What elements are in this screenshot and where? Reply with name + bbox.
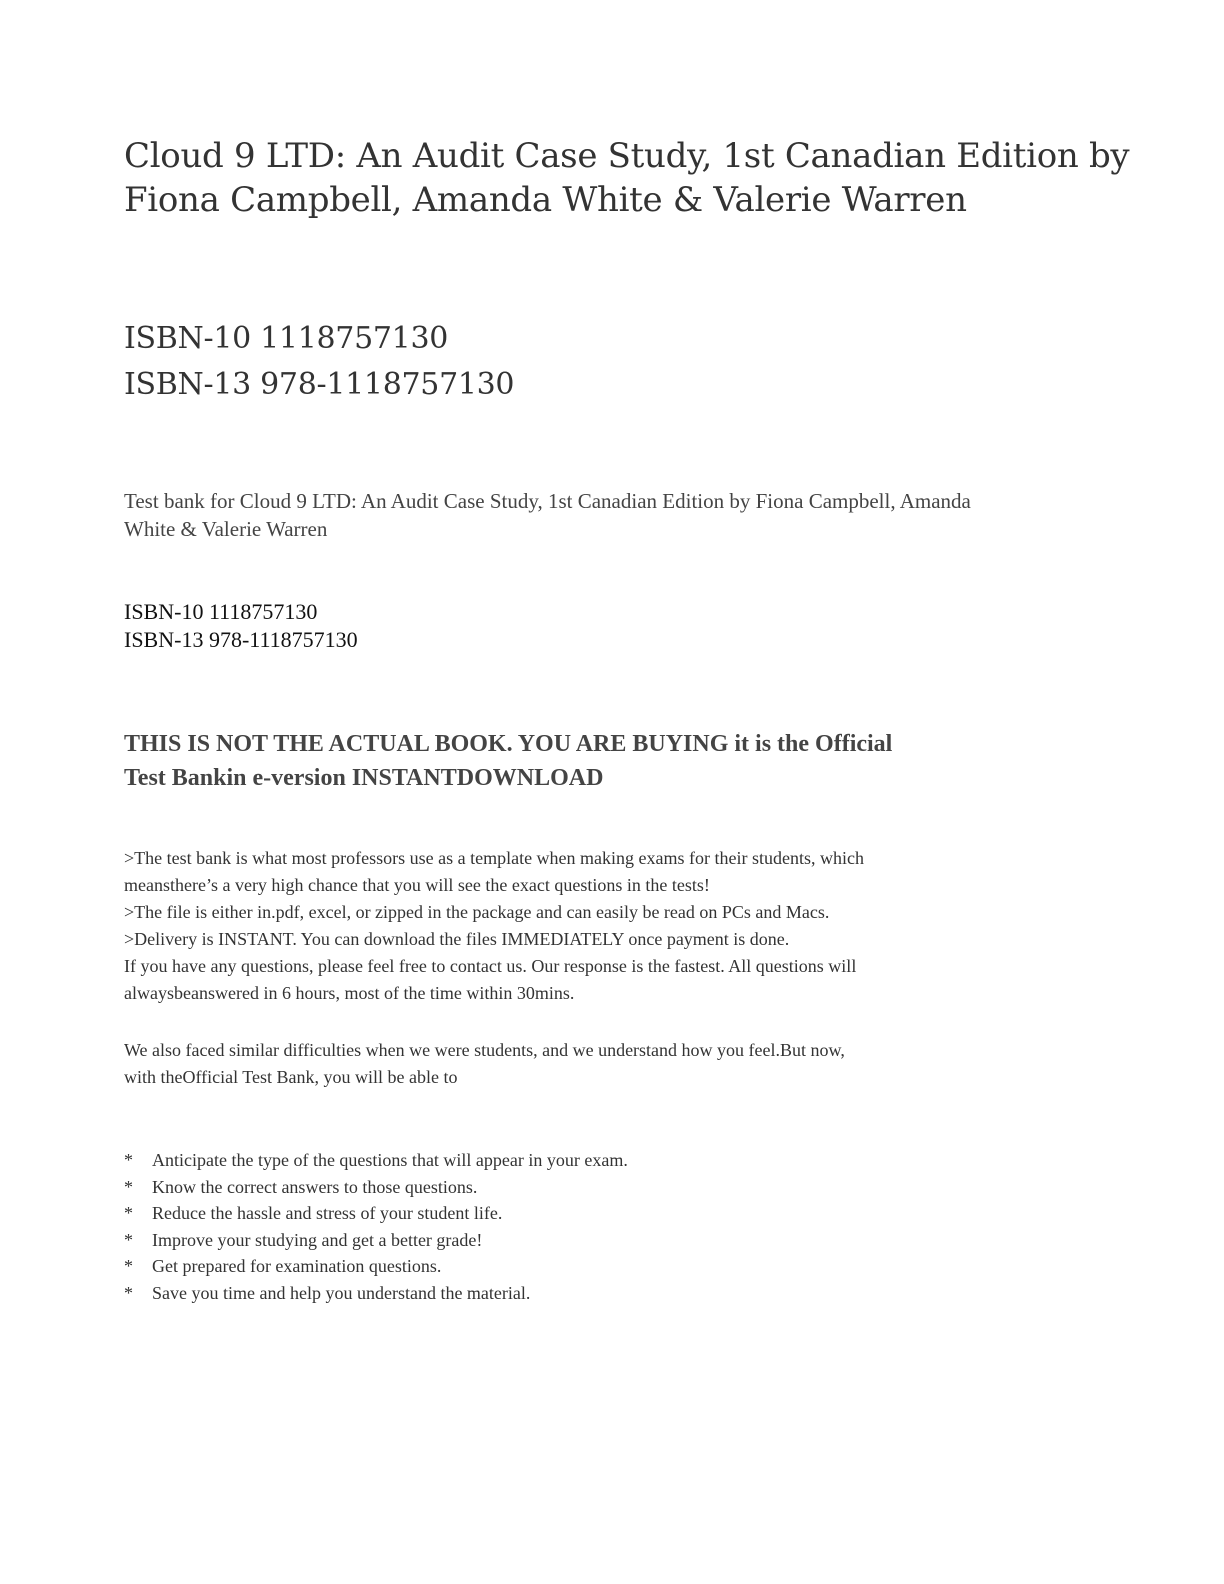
title-line-1: Cloud 9 LTD: An Audit Case Study, 1st Canadian Edition by (124, 136, 1130, 176)
list-item-text: Save you time and help you understand the material. (152, 1282, 531, 1303)
isbn-block-large (124, 316, 514, 408)
info-paragraph (124, 845, 1024, 1007)
benefits-list (124, 1147, 628, 1307)
list-item-text: Improve your studying and get a better grade! (152, 1229, 483, 1250)
isbn-13-large: ISBN-13 978-1118757130 (124, 367, 515, 402)
info-line-3: >The file is either in.pdf, excel, or zipped in the package and can easily be read on PCs and Macs. (124, 902, 830, 922)
closing-line-1: We also faced similar difficulties when we were students, and we understand how you feel.But now, (124, 1040, 845, 1060)
isbn-10-large: ISBN-10 1118757130 (124, 321, 449, 356)
notice-line-1: THIS IS NOT THE ACTUAL BOOK. YOU ARE BUYING it is the Official (124, 731, 893, 757)
bullet-marker: * (124, 1203, 133, 1224)
notice-heading (124, 727, 1024, 795)
list-item-text: Get prepared for examination questions. (152, 1256, 442, 1277)
test-bank-description (124, 487, 1124, 543)
isbn-13-small: ISBN-13 978-1118757130 (124, 627, 358, 652)
list-item (124, 1253, 628, 1280)
title-line-2: Fiona Campbell, Amanda White & Valerie Warren (124, 180, 967, 220)
list-item-text: Know the correct answers to those questions. (152, 1176, 478, 1197)
list-item-text: Reduce the hassle and stress of your student life. (152, 1203, 503, 1224)
list-item (124, 1280, 628, 1307)
subtitle-line-2: White & Valerie Warren (124, 517, 328, 541)
notice-line-2: Test Bankin e-version INSTANTDOWNLOAD (124, 765, 604, 791)
info-line-6: alwaysbeanswered in 6 hours, most of the time within 30mins. (124, 983, 575, 1003)
bullet-marker: * (124, 1256, 133, 1277)
list-item (124, 1147, 628, 1174)
info-line-1: >The test bank is what most professors use as a template when making exams for their students, which (124, 848, 864, 868)
page-title (124, 134, 1204, 222)
bullet-marker: * (124, 1176, 133, 1197)
bullet-marker: * (124, 1229, 133, 1250)
closing-line-2: with theOfficial Test Bank, you will be able to (124, 1067, 458, 1087)
info-line-2: meansthere’s a very high chance that you will see the exact questions in the tests! (124, 875, 710, 895)
list-item-text: Anticipate the type of the questions that will appear in your exam. (152, 1150, 628, 1170)
bullet-marker: * (124, 1282, 133, 1303)
list-item (124, 1174, 628, 1201)
info-line-5: If you have any questions, please feel free to contact us. Our response is the fastest. All questions will (124, 956, 857, 976)
bullet-marker: * (124, 1150, 133, 1170)
isbn-10-small: ISBN-10 1118757130 (124, 599, 318, 624)
isbn-block-small (124, 598, 358, 654)
info-line-4: >Delivery is INSTANT. You can download the files IMMEDIATELY once payment is done. (124, 929, 790, 949)
list-item (124, 1200, 628, 1227)
closing-paragraph (124, 1037, 1024, 1091)
subtitle-line-1: Test bank for Cloud 9 LTD: An Audit Case Study, 1st Canadian Edition by Fiona Campbell, Amanda (124, 489, 971, 513)
list-item (124, 1227, 628, 1254)
